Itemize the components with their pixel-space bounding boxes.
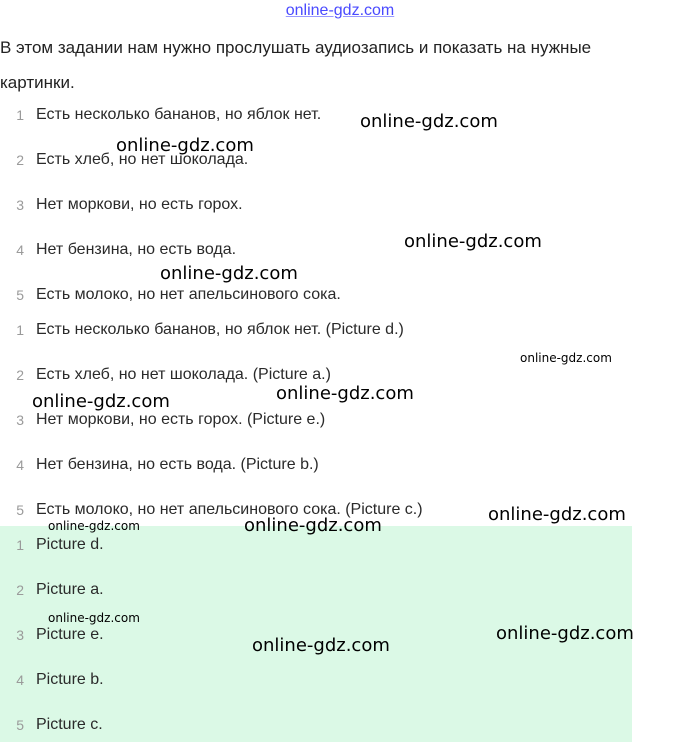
item-number: 4	[16, 242, 24, 258]
item-text: Есть хлеб, но нет шоколада. (Picture a.)	[36, 366, 331, 383]
item-text: Picture d.	[36, 536, 104, 553]
item-number: 5	[16, 717, 24, 733]
watermark: online-gdz.com	[404, 231, 542, 252]
item-text: Нет моркови, но есть горох.	[36, 196, 243, 213]
item-text: Picture c.	[36, 716, 103, 733]
item-number: 1	[16, 537, 24, 553]
answer-item	[0, 710, 103, 740]
item-number: 3	[16, 197, 24, 213]
answer-item	[0, 530, 104, 560]
watermark: online-gdz.com	[496, 623, 634, 644]
item-text: Picture a.	[36, 581, 104, 598]
watermark: online-gdz.com	[244, 515, 382, 536]
item-text: Нет моркови, но есть горох. (Picture e.)	[36, 411, 326, 428]
item-text: Есть несколько бананов, но яблок нет.	[36, 106, 322, 123]
item-text: Есть молоко, но нет апельсинового сока.	[36, 286, 341, 303]
list-item	[0, 190, 243, 220]
item-number: 3	[16, 412, 24, 428]
watermark: online-gdz.com	[252, 635, 390, 656]
watermark: online-gdz.com	[488, 504, 626, 525]
item-number: 2	[16, 367, 24, 383]
item-text: Picture e.	[36, 626, 104, 643]
site-link[interactable]: online-gdz.com	[285, 2, 395, 19]
watermark: online-gdz.com	[360, 111, 498, 132]
item-number: 5	[16, 287, 24, 303]
answer-item	[0, 665, 104, 695]
item-number: 1	[16, 107, 24, 123]
answer-item	[0, 575, 104, 605]
item-text: Есть молоко, но нет апельсинового сока. (Picture c.)	[36, 501, 423, 518]
watermark: online-gdz.com	[276, 383, 414, 404]
list-item	[0, 280, 341, 310]
item-number: 3	[16, 627, 24, 643]
item-text: Нет бензина, но есть вода. (Picture b.)	[36, 456, 319, 473]
watermark: online-gdz.com	[520, 351, 612, 365]
watermark: online-gdz.com	[116, 135, 254, 156]
watermark: online-gdz.com	[160, 263, 298, 284]
item-number: 2	[16, 152, 24, 168]
list-item	[0, 315, 404, 345]
item-number: 5	[16, 502, 24, 518]
item-text: Picture b.	[36, 671, 104, 688]
list-item	[0, 100, 321, 130]
item-number: 4	[16, 457, 24, 473]
list-item	[0, 450, 319, 480]
item-text: Есть хлеб, но нет шоколада.	[36, 151, 249, 168]
item-number: 1	[16, 322, 24, 338]
item-number: 2	[16, 582, 24, 598]
list-item	[0, 235, 236, 265]
watermark: online-gdz.com	[48, 519, 140, 533]
watermark: online-gdz.com	[32, 391, 170, 412]
intro-text: В этом задании нам нужно прослушать аудиозапись и показать на нужные картинки.	[0, 38, 592, 92]
item-text: Есть несколько бананов, но яблок нет. (Picture d.)	[36, 321, 404, 338]
item-text: Нет бензина, но есть вода.	[36, 241, 237, 258]
watermark: online-gdz.com	[48, 611, 140, 625]
item-number: 4	[16, 672, 24, 688]
